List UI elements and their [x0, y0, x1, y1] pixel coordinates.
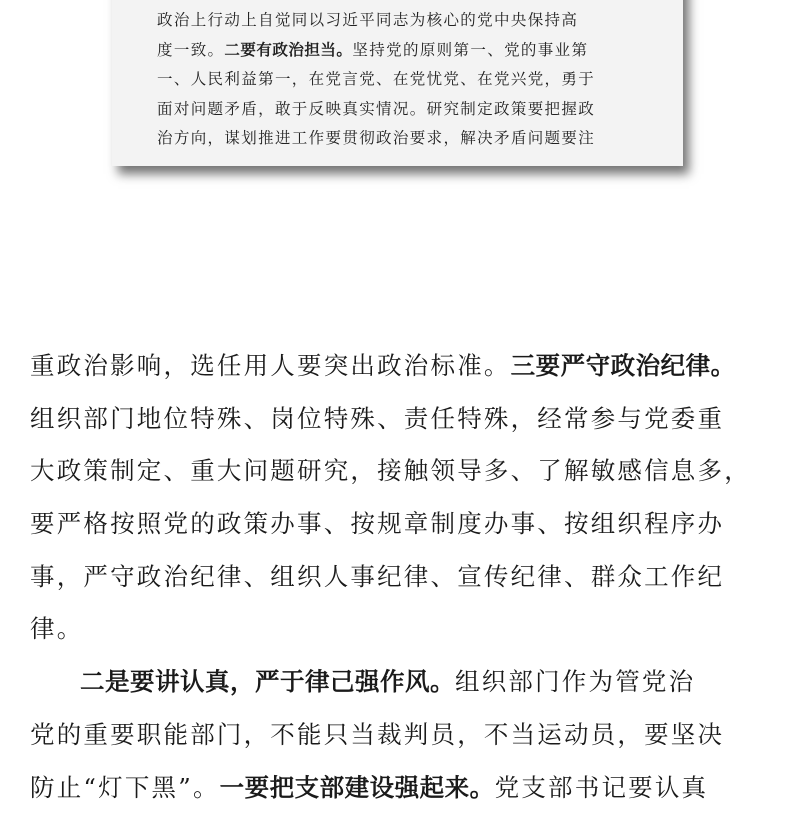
text-segment: 面对问题矛盾，敢于反映真实情况。研究制定政策要把握政 [157, 100, 595, 118]
quote-card [112, 0, 683, 166]
text-line [30, 393, 775, 446]
text-segment: 要严格按照党的政策办事、按规章制度办事、按组织程序办 [30, 509, 724, 538]
text-line [30, 656, 775, 709]
text-segment: 事，严守政治纪律、组织人事纪律、宣传纪律、群众工作纪 [30, 562, 724, 591]
text-segment: 政治上行动上自觉同以习近平同志为核心的党中央保持高 [157, 11, 578, 29]
bold-heading: 一要把支部建设强起来。 [220, 773, 495, 802]
text-segment: 党支部书记要认真 [495, 773, 709, 802]
text-segment: 组织部门作为管党治 [455, 667, 695, 696]
text-segment: 党的重要职能部门，不能只当裁判员，不当运动员，要坚决 [30, 720, 724, 749]
bold-heading: 三要严守政治纪律。 [511, 351, 736, 380]
bold-heading: 二要有政治担当。 [224, 41, 352, 59]
text-segment: 一、人民利益第一，在党言党、在党忧党、在党兴党，勇于 [157, 70, 595, 88]
card-line [157, 95, 683, 125]
text-segment: 防止“灯下黑”。 [30, 773, 220, 802]
body-text [30, 340, 775, 814]
text-line [30, 603, 775, 656]
card-line [157, 6, 683, 36]
text-segment: 治方向，谋划推进工作要贯彻政治要求，解决矛盾问题要注 [157, 129, 595, 147]
text-line [30, 445, 775, 498]
text-segment: 律。 [30, 614, 83, 643]
text-line [30, 709, 775, 762]
card-line [157, 36, 683, 66]
card-line [157, 65, 683, 95]
text-line [30, 498, 775, 551]
text-segment: 组织部门地位特殊、岗位特殊、责任特殊，经常参与党委重 [30, 404, 724, 433]
text-segment: 坚持党的原则第一、党的事业第 [352, 41, 588, 59]
text-segment: 大政策制定、重大问题研究，接触领导多、了解敏感信息多， [30, 456, 751, 485]
text-line [30, 762, 775, 814]
text-segment: 度一致。 [157, 41, 224, 59]
bold-heading: 二是要讲认真，严于律己强作风。 [80, 667, 455, 696]
card-line [157, 124, 683, 154]
text-line [30, 340, 775, 393]
text-segment: 重政治影响，选任用人要突出政治标准。 [30, 351, 511, 380]
text-line [30, 551, 775, 604]
